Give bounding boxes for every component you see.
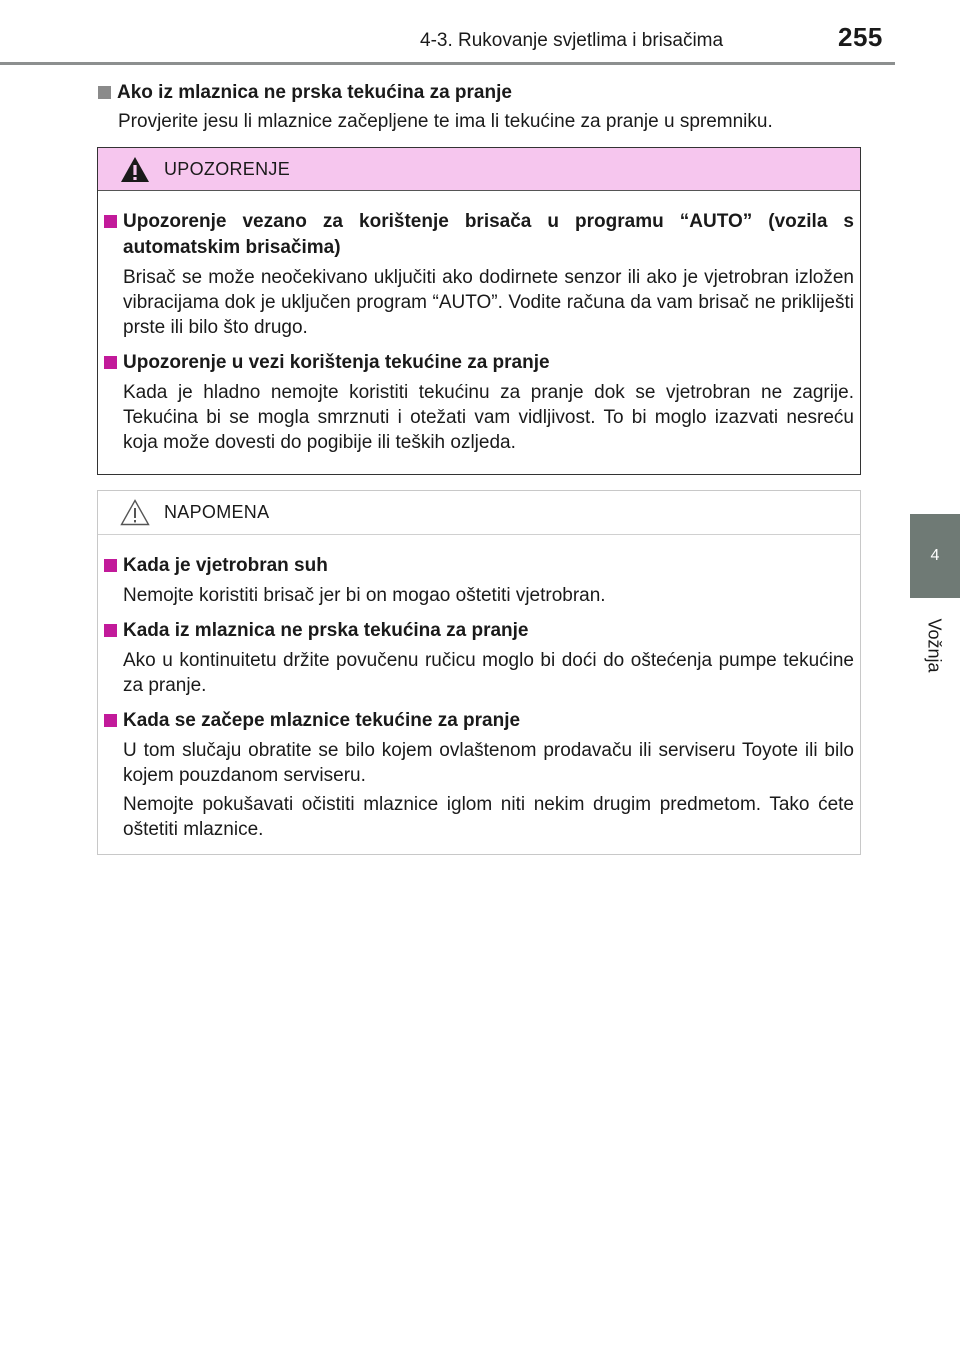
notice-item [104, 553, 854, 608]
notice-title: NAPOMENA [164, 502, 270, 522]
notice-item-heading-text: Kada se začepe mlaznice tekućine za pranje [123, 710, 521, 731]
warning-item [104, 209, 854, 340]
warning-body [98, 191, 860, 455]
notice-box [97, 490, 861, 855]
caution-triangle-icon [120, 499, 150, 526]
page-number: 255 [838, 22, 883, 52]
square-bullet-icon [104, 714, 117, 727]
notice-item-text: Nemojte pokušavati očistiti mlaznice iglom niti nekim drugim predmetom. Tako ćete oštetiti mlaznice. [123, 794, 854, 840]
notice-item [104, 708, 854, 842]
warning-item-text: Kada je hladno nemojte koristiti tekućinu za pranje dok se vjetrobran ne zagrije. Tekućina bi se mogla smrznuti i otežati vam vidljivost. To bi moglo izazvati nesreću koja može dovesti do pogibije ili teških ozljeda. [123, 382, 854, 453]
section-heading [98, 80, 868, 106]
notice-item-text: Nemojte koristiti brisač jer bi on mogao oštetiti vjetrobran. [123, 585, 606, 606]
notice-item-text: Ako u kontinuitetu držite povučenu ručicu moglo bi doći do oštećenja pumpe tekućine za pranje. [123, 650, 854, 696]
header-divider [0, 62, 895, 65]
notice-item-heading [104, 553, 854, 579]
notice-item-heading [104, 708, 854, 734]
notice-item-text: U tom slučaju obratite se bilo kojem ovlaštenom prodavaču ili serviseru Toyote ili bilo kojem pouzdanom serviseru. [123, 740, 854, 786]
square-bullet-icon [104, 624, 117, 637]
notice-item-heading-text: Kada je vjetrobran suh [123, 555, 328, 576]
notice-item [104, 618, 854, 698]
chapter-tab[interactable] [910, 514, 960, 598]
warning-header [98, 148, 860, 191]
chapter-tab-number: 4 [930, 547, 940, 564]
square-bullet-icon [104, 559, 117, 572]
notice-item-heading-text: Kada iz mlaznica ne prska tekućina za pranje [123, 620, 529, 641]
section-text: Provjerite jesu li mlaznice začepljene te ima li tekućine za pranje u spremniku. [118, 111, 773, 132]
chapter-tab-label [904, 610, 960, 680]
square-bullet-icon [104, 215, 117, 228]
washer-section [98, 80, 868, 134]
warning-item [104, 350, 854, 455]
chapter-tab-label-text: Vožnja [924, 617, 945, 673]
warning-item-text: Brisač se može neočekivano uključiti ako dodirnete senzor ili ako je vjetrobran izložen vibracijama dok je uključen program “AUTO”. Vodite računa da vam brisač ne prikliješti prste ili bilo što drugo. [123, 267, 854, 338]
warning-item-heading [104, 209, 854, 261]
notice-body [98, 535, 860, 842]
chapter-title: 4-3. Rukovanje svjetlima i brisačima [420, 30, 724, 51]
warning-box [97, 147, 861, 475]
warning-item-heading-text: Upozorenje vezano za korištenje brisača u programu “AUTO” (vozila s automatskim brisačima) [123, 211, 854, 258]
warning-title: UPOZORENJE [164, 158, 291, 179]
square-bullet-icon [104, 356, 117, 369]
warning-item-heading-text: Upozorenje u vezi korištenja tekućine za pranje [123, 352, 550, 373]
notice-item-heading [104, 618, 854, 644]
warning-item-heading [104, 350, 854, 376]
notice-header [98, 491, 860, 535]
warning-triangle-icon [120, 156, 150, 183]
square-bullet-icon [98, 86, 111, 99]
section-heading-text: Ako iz mlaznica ne prska tekućina za pranje [117, 82, 512, 103]
